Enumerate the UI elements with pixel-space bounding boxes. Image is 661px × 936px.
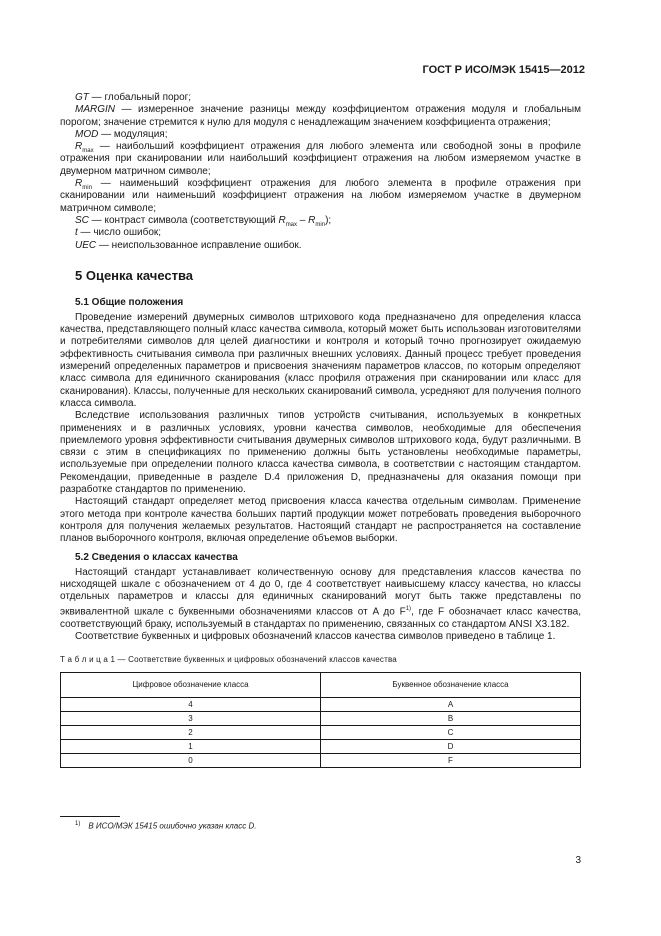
definition-text: — контраст символа (соответствующий — [88, 214, 279, 226]
document-header: ГОСТ Р ИСО/МЭК 15415—2012 — [422, 64, 585, 76]
definition-text: — измеренное значение разницы между коэффициентом отражения модуля и глобальным порогом; значение стремится к нулю для модуля с ненадлежащим значением коэффициента отражения; — [60, 104, 581, 128]
paragraph: Настоящий стандарт определяет метод присвоения класса качества отдельным символам. Применение этого метода при контроле качества больших партий продукции может потребовать проведения выборочного контроля для получения желаемых результатов. Настоящий стандарт не распространяется на составление планов выборочного контроля, включая определение объемов выборки. — [60, 496, 581, 545]
definition-item — [60, 240, 581, 252]
paragraph: Проведение измерений двумерных символов штрихового кода предназначено для определения класса качества, представляющего полный класс качества символа, который может быть использован изготовителями и потребителями символов для целей диагностики и контроля и который точно прогнозирует ожидаемую эффективность считывания символа при различных внешних условиях. Данный процесс требует проведения измерений определенных параметров и присвоения значениям параметров классов, по которым определяют класс символа для единичного сканирования (класс профиля отражения при сканировании или класс для сканирования). Классы, полученные для нескольких сканирований символа, усредняют для получения полного класса символа. — [60, 311, 581, 409]
table-cell: 2 — [61, 725, 321, 739]
table-row — [61, 711, 581, 725]
definition-text: — модуляция; — [98, 128, 168, 140]
paragraph: Вследствие использования различных типов устройств считывания, используемых в конкретных применениях и в различных условиях, уровни качества символов, необходимые для обеспечения приемлемого уровня эффективности считывания двумерных символов штрихового кода, будут различными. В связи с этим в спецификациях по применению должны быть установлены необходимые параметры, используемые при определении полного класса качества символа, в соответствии с настоящим стандартом. Рекомендации, приведенные в разделе D.4 приложения D, предназначены для оказания помощи при разработке стандартов по применению. — [60, 410, 581, 496]
table-cell: F — [321, 753, 581, 767]
definition-subscript: min — [82, 185, 92, 192]
definition-subscript: max — [285, 221, 298, 228]
definition-item — [60, 92, 581, 104]
definition-text: — глобальный порог; — [88, 92, 192, 103]
table-cell: 1 — [61, 739, 321, 753]
page-number: 3 — [575, 855, 581, 866]
table-row — [61, 753, 581, 767]
definition-text: — число ошибок; — [77, 227, 162, 239]
grade-table — [60, 672, 581, 768]
definition-term: UEC — [75, 239, 97, 251]
definition-item — [60, 227, 581, 239]
footnote — [75, 821, 581, 831]
table-cell: 3 — [61, 711, 321, 725]
definition-text: ); — [325, 214, 332, 226]
table-cell: B — [321, 711, 581, 725]
definition-item — [60, 104, 581, 129]
footnote-divider — [60, 816, 120, 817]
definition-symbol: R — [308, 214, 316, 226]
paragraph-text: , где F обозначает класс качества, соответствующий браку, используемый в стандартах по применению, связанных со стандартом ANSI X3.182. — [60, 606, 581, 631]
definition-subscript: min — [315, 221, 326, 228]
table-cell: C — [321, 725, 581, 739]
table-cell: 0 — [61, 753, 321, 767]
footnote-text: В ИСО/МЭК 15415 ошибочно указан класс D. — [88, 821, 257, 831]
definition-item — [60, 129, 581, 141]
definition-item — [60, 215, 581, 227]
paragraph: Соответствие буквенных и цифровых обозначений классов качества символов приведено в таблице 1. — [75, 631, 556, 643]
definition-text: – — [297, 214, 309, 226]
column-header: Цифровое обозначение класса — [61, 672, 321, 697]
subsection-heading: 5.2 Сведения о классах качества — [75, 551, 238, 563]
page-content — [60, 92, 581, 830]
definition-text: — неиспользованное исправление ошибок. — [96, 239, 302, 251]
subsection-heading: 5.1 Общие положения — [75, 296, 184, 308]
table-cell: A — [321, 697, 581, 711]
definition-term: R — [75, 141, 83, 153]
column-header: Буквенное обозначение класса — [321, 672, 581, 697]
footnote-mark: 1) — [75, 820, 81, 827]
definition-term: t — [75, 227, 78, 239]
table-row — [61, 739, 581, 753]
paragraph-text: Настоящий стандарт устанавливает количественную основу для представления классов качества по нисходящей шкале с обозначением от 4 до 0, где 4 соответствует наивысшему классу качества, но классы отдельных параметров и классы для единичных сканирований могут быть также представлены по эквивалентной шкале с буквенными обозначениями классов от A до F — [60, 566, 581, 618]
table-header-row — [61, 672, 581, 697]
table-cell: 4 — [61, 697, 321, 711]
definitions-list — [60, 92, 581, 252]
definition-item — [60, 141, 581, 178]
table-cell: D — [321, 739, 581, 753]
table-row — [61, 697, 581, 711]
table-caption: Т а б л и ц а 1 — Соответствие буквенных и цифровых обозначений классов качества — [60, 654, 397, 664]
definition-item — [60, 178, 581, 215]
definition-text: — наибольший коэффициент отражения для любого элемента или свободной зоны в профиле отражения при сканировании или наибольший коэффициент отражения на любом измеряемом участке в двумерном матричном символе; — [60, 141, 581, 177]
definition-term: MARGIN — [75, 104, 115, 116]
definition-term: GT — [75, 92, 89, 103]
footnote-reference: 1) — [405, 606, 412, 613]
definition-term: SC — [75, 214, 89, 226]
table-row — [61, 725, 581, 739]
definition-symbol: R — [278, 214, 286, 226]
section-heading: 5 Оценка качества — [75, 267, 194, 283]
definition-subscript: max — [82, 148, 94, 155]
definition-term: MOD — [75, 128, 99, 140]
definition-text: — наименьший коэффициент отражения для любого элемента в профиле отражения при сканировании или наименьший коэффициент отражения на любом измеряемом участке в двумерном матричном символе; — [60, 178, 581, 214]
definition-term: R — [75, 178, 83, 190]
paragraph — [60, 567, 581, 632]
